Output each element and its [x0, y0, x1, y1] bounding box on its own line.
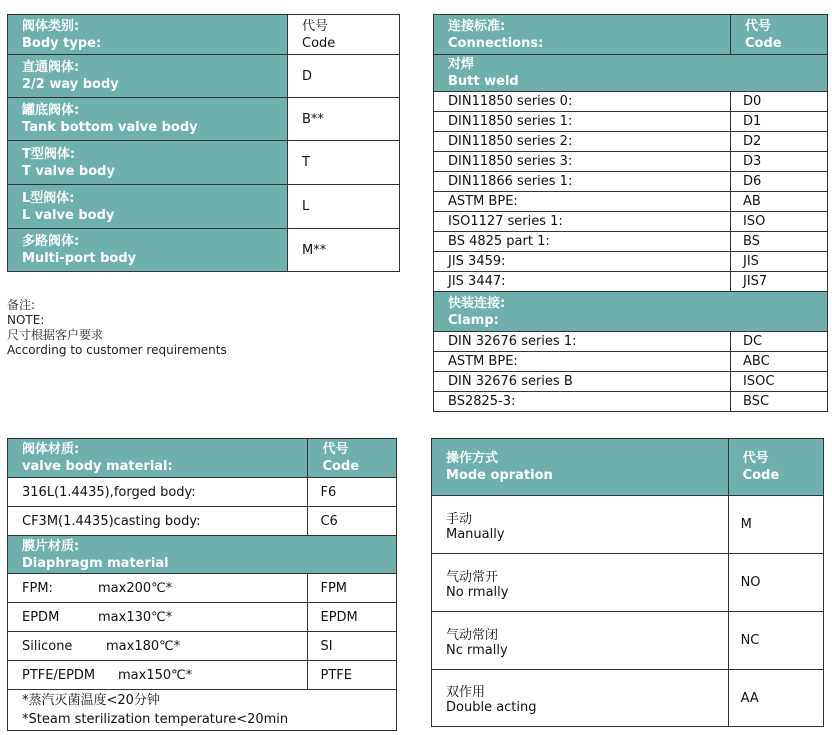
table-row — [432, 554, 824, 612]
diaphragm-name: Silicone — [22, 638, 73, 654]
diaphragm-name: EPDM — [22, 609, 60, 625]
connection-code: D2 — [731, 132, 828, 152]
mode-code: M — [740, 517, 752, 532]
body-type-header — [8, 15, 288, 55]
code-header-cn: 代号 — [302, 18, 329, 34]
table-row — [434, 192, 828, 212]
code-header-en: Code — [745, 35, 782, 51]
connection-name: DIN 32676 series B — [434, 372, 731, 392]
table-row — [8, 632, 397, 661]
diaphragm-code: EPDM — [308, 603, 397, 632]
footnote-cn: *蒸汽灭菌温度<20分钟 — [22, 693, 160, 708]
diaphragm-cell — [8, 574, 308, 603]
mode-label-cn: 气动常闭 — [446, 627, 499, 643]
table-row — [434, 252, 828, 272]
body-type-header-cn: 阀体类别: — [22, 18, 80, 34]
code-header — [308, 439, 397, 478]
note-line: 备注: — [7, 298, 36, 312]
connection-code: AB — [731, 192, 828, 212]
connection-code: ISO — [731, 212, 828, 232]
connection-name: JIS 3459: — [434, 252, 731, 272]
material-code: F6 — [308, 478, 397, 507]
table-row — [8, 603, 397, 632]
notes — [7, 298, 227, 358]
connection-name: ASTM BPE: — [434, 192, 731, 212]
body-type-table — [7, 14, 400, 272]
code-header-cn: 代号 — [745, 18, 772, 34]
connection-name: ISO1127 series 1: — [434, 212, 731, 232]
diaphragm-cell — [8, 632, 308, 661]
diaphragm-cell — [8, 661, 308, 690]
row-label-en: Multi-port body — [22, 251, 137, 266]
table-row — [434, 332, 828, 352]
connection-code: D6 — [731, 172, 828, 192]
table-row — [432, 670, 824, 727]
mode-label-en: No rmally — [446, 584, 509, 600]
connections-header-cn: 连接标准: — [448, 18, 506, 34]
row-label-cn: 罐底阀体: — [22, 103, 80, 118]
connection-name: DIN11850 series 0: — [434, 92, 731, 112]
section-label-en: Diaphragm material — [22, 555, 169, 571]
connection-code: ISOC — [731, 372, 828, 392]
table-row — [434, 112, 828, 132]
section-label-cn: 对焊 — [448, 57, 475, 72]
table-row — [434, 92, 828, 112]
mode-label-en: Manually — [446, 526, 505, 542]
row-label-cn: T型阀体: — [22, 146, 76, 162]
table-row — [8, 574, 397, 603]
connection-name: DIN11850 series 2: — [434, 132, 731, 152]
mode-code: AA — [740, 690, 759, 706]
note-line: 尺寸根据客户要求 — [7, 328, 104, 342]
table-row — [434, 152, 828, 172]
row-label-en: L valve body — [22, 207, 115, 223]
connection-code: D3 — [731, 152, 828, 172]
table-row — [8, 478, 397, 507]
note-line: NOTE: — [7, 313, 45, 327]
connection-name: BS2825-3: — [434, 392, 731, 412]
mode-table — [431, 438, 824, 727]
code-header-en: Code — [322, 459, 360, 474]
mode-label-cn: 手动 — [446, 511, 473, 527]
connection-name: JIS 3447: — [434, 272, 731, 292]
materials-header-cn: 阀体材质: — [22, 442, 80, 457]
diaphragm-name: PTFE/EPDM — [22, 667, 96, 683]
materials-header-en: valve body material: — [22, 459, 173, 474]
table-row — [434, 392, 828, 412]
material-code: C6 — [308, 507, 397, 536]
connections-header — [434, 15, 731, 55]
connection-name: DIN11850 series 1: — [434, 112, 731, 132]
connection-code: D0 — [731, 92, 828, 112]
connection-code: BSC — [731, 392, 828, 412]
clamp-section — [434, 292, 828, 332]
connection-name: DIN11866 series 1: — [434, 172, 731, 192]
table-row — [434, 232, 828, 252]
diaphragm-max: max130℃* — [98, 609, 173, 625]
table-row — [8, 141, 400, 185]
row-code: T — [302, 155, 310, 170]
diaphragm-max: max180℃* — [106, 638, 181, 654]
mode-code: NC — [740, 633, 760, 648]
connection-name: BS 4825 part 1: — [434, 232, 731, 252]
footnote-en: *Steam sterilization temperature<20min — [22, 712, 289, 727]
row-label-cn: 直通阀体: — [22, 60, 80, 75]
row-label-en: T valve body — [22, 163, 115, 179]
body-type-header-en: Body type: — [22, 35, 102, 51]
diaphragm-max: max150℃* — [118, 667, 193, 683]
table-row — [8, 185, 400, 229]
diaphragm-section — [8, 536, 397, 574]
mode-label-en: Nc rmally — [446, 642, 508, 658]
section-label-cn: 膜片材质: — [22, 538, 80, 554]
table-row — [8, 507, 397, 536]
connection-name: DIN11850 series 3: — [434, 152, 731, 172]
connections-table — [433, 14, 828, 412]
table-row — [8, 98, 400, 141]
material-name: CF3M(1.4435)casting body: — [8, 507, 308, 536]
diaphragm-code: SI — [308, 632, 397, 661]
code-header — [731, 15, 828, 55]
mode-header-en: Mode opration — [446, 468, 553, 483]
table-row — [434, 212, 828, 232]
row-code: L — [302, 199, 310, 214]
table-row — [8, 55, 400, 98]
connection-code: D1 — [731, 112, 828, 132]
code-header — [288, 15, 400, 55]
table-row — [434, 172, 828, 192]
mode-code: NO — [740, 575, 761, 590]
row-label-en: 2/2 way body — [22, 77, 119, 92]
code-header — [728, 439, 823, 496]
connections-header-en: Connections: — [448, 35, 544, 51]
table-row — [434, 372, 828, 392]
table-row — [8, 661, 397, 690]
code-header-en: Code — [302, 35, 336, 51]
table-row — [432, 612, 824, 670]
code-header-cn: 代号 — [322, 442, 349, 457]
row-label-cn: 多路阀体: — [22, 234, 80, 249]
code-header-cn: 代号 — [742, 451, 769, 466]
section-label-en: Clamp: — [448, 312, 499, 328]
section-label-en: Butt weld — [448, 74, 519, 89]
connection-name: ASTM BPE: — [434, 352, 731, 372]
mode-header — [432, 439, 729, 496]
row-code: M** — [302, 242, 327, 258]
connection-code: JIS — [731, 252, 828, 272]
mode-label-en: Double acting — [446, 700, 537, 715]
row-label-cn: L型阀体: — [22, 190, 75, 206]
table-row — [434, 272, 828, 292]
mode-header-cn: 操作方式 — [446, 451, 499, 466]
row-code: D — [302, 68, 313, 84]
table-row — [8, 229, 400, 272]
materials-header — [8, 439, 308, 478]
footnote — [8, 690, 397, 731]
table-row — [434, 132, 828, 152]
code-header-en: Code — [742, 468, 780, 483]
mode-label-cn: 气动常开 — [446, 569, 499, 585]
connection-code: DC — [731, 332, 828, 352]
connection-name: DIN 32676 series 1: — [434, 332, 731, 352]
butt-weld-section — [434, 55, 828, 92]
diaphragm-max: max200℃* — [98, 580, 173, 596]
diaphragm-code: PTFE — [308, 661, 397, 690]
connection-code: JIS7 — [731, 272, 828, 292]
table-row — [432, 496, 824, 554]
row-label-en: Tank bottom valve body — [22, 120, 198, 135]
table-row — [434, 352, 828, 372]
diaphragm-cell — [8, 603, 308, 632]
mode-label-cn: 双作用 — [446, 685, 486, 700]
materials-table — [7, 438, 397, 731]
note-line: According to customer requirements — [7, 343, 227, 357]
material-name: 316L(1.4435),forged body: — [8, 478, 308, 507]
section-label-cn: 快装连接: — [448, 295, 506, 311]
diaphragm-name: FPM: — [22, 580, 53, 596]
connection-code: BS — [731, 232, 828, 252]
diaphragm-code: FPM — [308, 574, 397, 603]
row-code: B** — [302, 111, 324, 127]
connection-code: ABC — [731, 352, 828, 372]
